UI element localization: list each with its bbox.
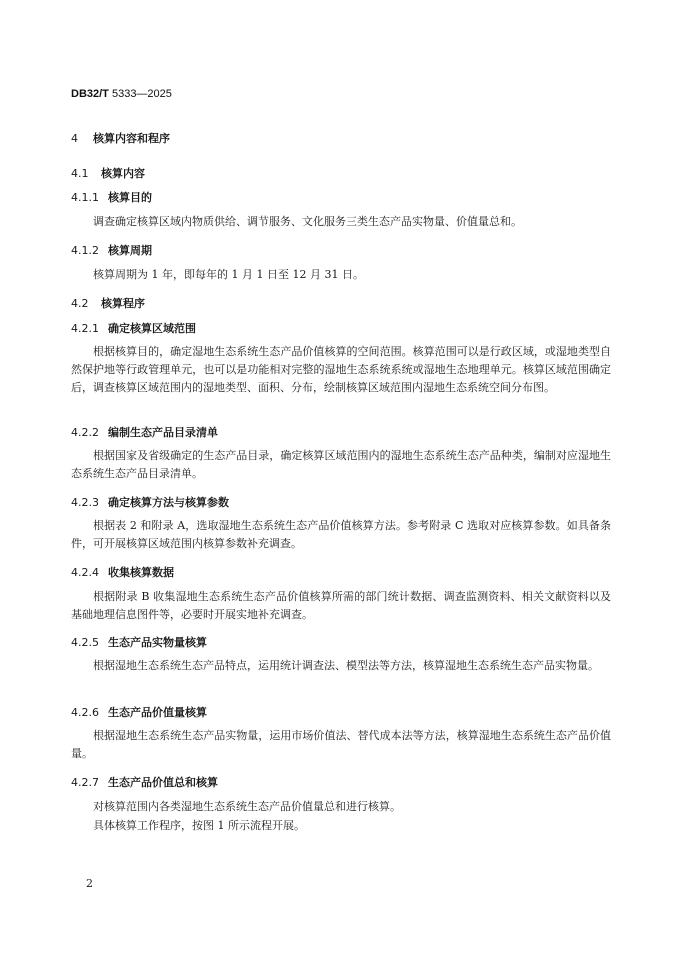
- heading-4-2: [71, 295, 145, 311]
- heading-title: 生态产品价值总和核算: [108, 776, 218, 789]
- heading-number: 4: [71, 132, 78, 145]
- heading-number: 4.1: [71, 167, 89, 180]
- heading-4-2-5: [71, 634, 207, 650]
- heading-4-1-1: [71, 189, 152, 205]
- heading-title: 核算周期: [108, 244, 152, 257]
- page-number: 2: [86, 877, 93, 890]
- heading-title: 核算目的: [108, 191, 152, 204]
- paragraph-4-2-7-line-2: 具体核算工作程序，按图 1 所示流程开展。: [93, 819, 305, 832]
- heading-title: 生态产品实物量核算: [108, 636, 207, 649]
- heading-4-1: [71, 165, 145, 181]
- heading-4-2-1: [71, 320, 196, 336]
- heading-4-2-6: [71, 704, 207, 720]
- heading-title: 核算内容和程序: [93, 132, 170, 145]
- heading-title: 核算内容: [101, 167, 145, 180]
- heading-number: 4.1.2: [71, 244, 99, 257]
- standard-code-prefix: DB32/T: [71, 88, 109, 100]
- heading-number: 4.2.6: [71, 706, 99, 719]
- heading-number: 4.2.1: [71, 322, 99, 335]
- heading-4-2-2: [71, 424, 218, 440]
- heading-title: 收集核算数据: [108, 566, 174, 579]
- paragraph-4-1-1: 调查确定核算区域内物质供给、调节服务、文化服务三类生态产品实物量、价值量总和。: [93, 215, 522, 228]
- heading-title: 生态产品价值量核算: [108, 706, 207, 719]
- heading-number: 4.2.3: [71, 496, 99, 509]
- paragraph-4-2-6: 根据湿地生态系统生态产品实物量，运用市场价值法、替代成本法等方法，核算湿地生态系统生态产品价值量。: [71, 729, 611, 760]
- heading-number: 4.2.5: [71, 636, 99, 649]
- heading-4: [71, 130, 170, 146]
- paragraph-4-2-5: 根据湿地生态系统生态产品特点，运用统计调查法、模型法等方法，核算湿地生态系统生态产品实物量。: [93, 659, 599, 672]
- paragraph-4-2-7-line-1: 对核算范围内各类湿地生态系统生态产品价值量总和进行核算。: [93, 800, 401, 813]
- heading-number: 4.2.7: [71, 776, 99, 789]
- heading-4-1-2: [71, 242, 152, 258]
- paragraph-4-2-3: 根据表 2 和附录 A，选取湿地生态系统生态产品价值核算方法。参考附录 C 选取对应核算参数。如具备条件，可开展核算区域范围内核算参数补充调查。: [71, 519, 611, 550]
- heading-4-2-7: [71, 774, 218, 790]
- heading-number: 4.2: [71, 297, 89, 310]
- heading-title: 编制生态产品目录清单: [108, 426, 218, 439]
- heading-title: 确定核算区域范围: [108, 322, 196, 335]
- standard-code-number: 5333—2025: [108, 88, 172, 100]
- paragraph-4-2-4: 根据附录 B 收集湿地生态系统生态产品价值核算所需的部门统计数据、调查监测资料、相关文献资料以及基础地理信息图件等，必要时开展实地补充调查。: [71, 590, 611, 621]
- heading-number: 4.2.4: [71, 566, 99, 579]
- heading-title: 确定核算方法与核算参数: [108, 496, 229, 509]
- paragraph-4-1-2: 核算周期为 1 年，即每年的 1 月 1 日至 12 月 31 日。: [93, 268, 364, 281]
- paragraph-4-2-2: 根据国家及省级确定的生态产品目录，确定核算区域范围内的湿地生态系统生态产品种类，编制对应湿地生态系统生态产品目录清单。: [71, 449, 611, 480]
- heading-number: 4.1.1: [71, 191, 99, 204]
- heading-4-2-3: [71, 494, 229, 510]
- heading-4-2-4: [71, 564, 174, 580]
- heading-number: 4.2.2: [71, 426, 99, 439]
- paragraph-4-2-1: 根据核算目的，确定湿地生态系统生态产品价值核算的空间范围。核算范围可以是行政区域，或湿地类型自然保护地等行政管理单元，也可以是功能相对完整的湿地生态系统系统或湿地生态地理单元。核算区域范围确定后，调查核算区域范围内的湿地类型、面积、分布，绘制核算区域范围内湿地生态系统空间分布图。: [71, 345, 611, 394]
- standard-code: [71, 88, 172, 100]
- heading-title: 核算程序: [101, 297, 145, 310]
